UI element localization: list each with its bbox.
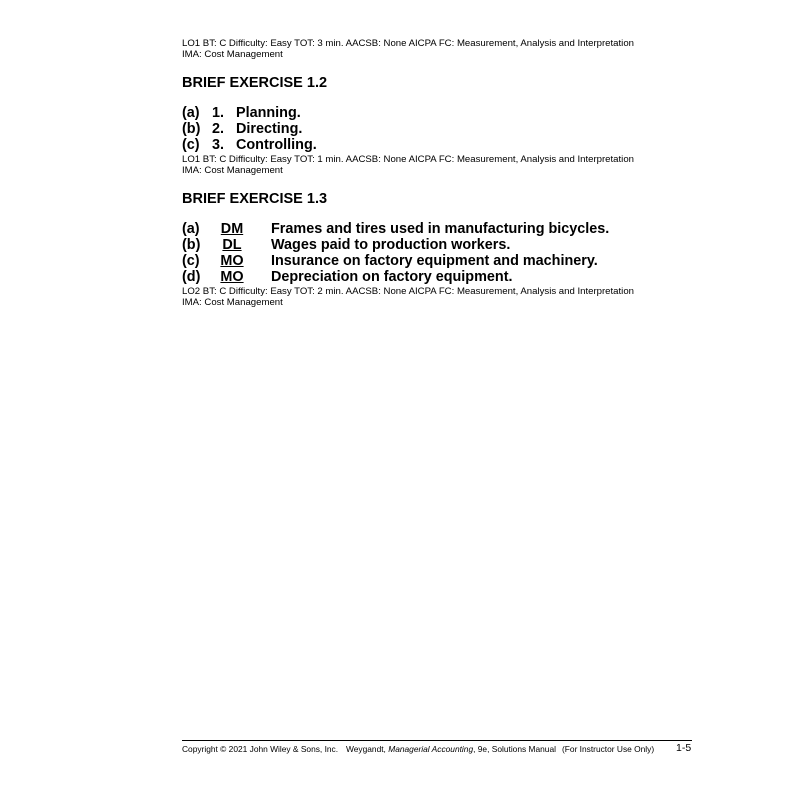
item-label: (a) <box>182 221 200 237</box>
item-text: Wages paid to production workers. <box>271 237 511 253</box>
item-label: (b) <box>182 237 201 253</box>
footer-divider <box>182 740 692 741</box>
item-text: Directing. <box>236 121 303 137</box>
footer-edition: , 9e, Solutions Manual <box>473 744 556 754</box>
footer-author: Weygandt, <box>346 744 386 754</box>
page-number: 1-5 <box>676 742 692 754</box>
item-text: Depreciation on factory equipment. <box>271 269 513 285</box>
ima-meta: IMA: Cost Management <box>182 165 283 176</box>
exercise-heading: BRIEF EXERCISE 1.2 <box>182 75 328 91</box>
ima-meta: IMA: Cost Management <box>182 49 283 60</box>
footer-source <box>346 744 556 754</box>
learning-objective-meta: LO1 BT: C Difficulty: Easy TOT: 3 min. AACSB: None AICPA FC: Measurement, Analysis and Interpretation <box>182 38 634 49</box>
item-label: (d) <box>182 269 201 285</box>
learning-objective-meta: LO2 BT: C Difficulty: Easy TOT: 2 min. AACSB: None AICPA FC: Measurement, Analysis and Interpretation <box>182 286 634 297</box>
learning-objective-meta: LO1 BT: C Difficulty: Easy TOT: 1 min. AACSB: None AICPA FC: Measurement, Analysis and Interpretation <box>182 154 634 165</box>
item-text: Frames and tires used in manufacturing bicycles. <box>271 221 610 237</box>
footer-book-title: Managerial Accounting <box>388 744 474 754</box>
cost-code: DL <box>222 237 242 253</box>
item-text: Controlling. <box>236 137 317 153</box>
footer-copyright: Copyright © 2021 John Wiley & Sons, Inc. <box>182 744 339 754</box>
item-label: (b) <box>182 121 201 137</box>
cost-code: MO <box>220 253 244 269</box>
item-number: 2. <box>212 121 225 137</box>
item-number: 3. <box>212 137 225 153</box>
footer-use-note: (For Instructor Use Only) <box>562 744 655 754</box>
item-text: Insurance on factory equipment and machinery. <box>271 253 598 269</box>
cost-code: MO <box>220 269 244 285</box>
exercise-heading: BRIEF EXERCISE 1.3 <box>182 191 328 207</box>
item-label: (c) <box>182 253 200 269</box>
item-label: (c) <box>182 137 200 153</box>
ima-meta: IMA: Cost Management <box>182 297 283 308</box>
item-text: Planning. <box>236 105 301 121</box>
item-label: (a) <box>182 105 200 121</box>
cost-code: DM <box>220 221 244 237</box>
item-number: 1. <box>212 105 225 121</box>
